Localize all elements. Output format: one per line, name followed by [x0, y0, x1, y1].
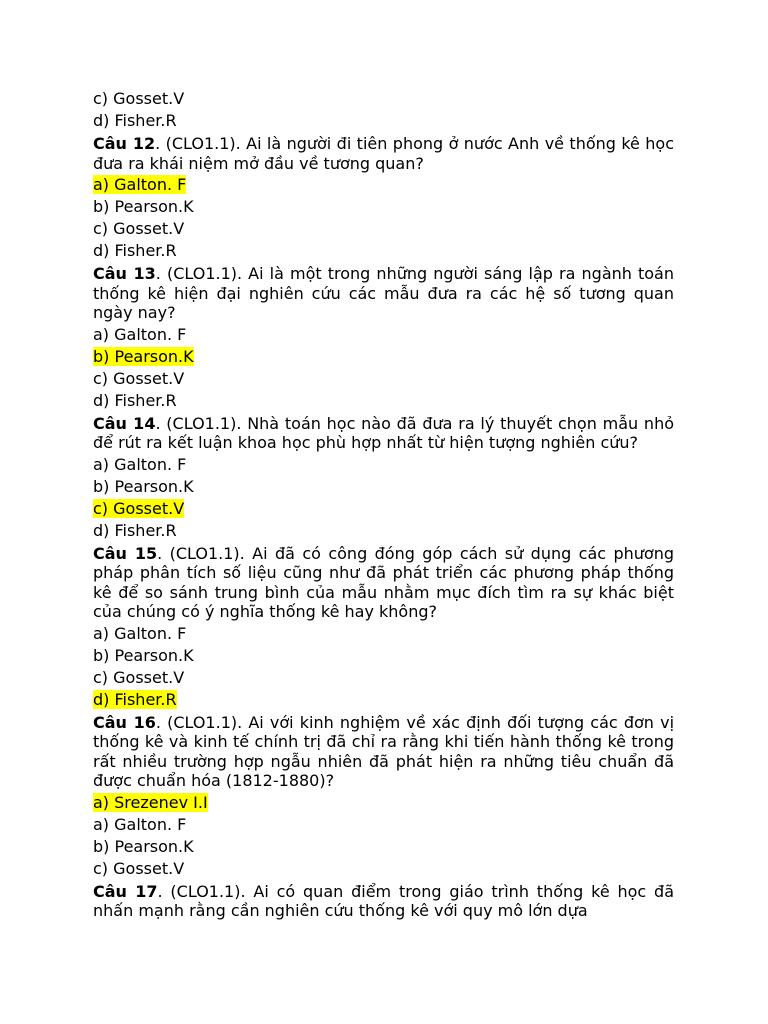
option-text: b) Pearson.K [93, 476, 194, 496]
answer-highlight: a) Galton. F [93, 175, 187, 194]
option-text: b) Pearson.K [93, 197, 194, 216]
option-line [93, 324, 674, 346]
option-line [93, 689, 674, 711]
option-line [93, 836, 674, 858]
option-line [93, 623, 674, 645]
option-text: a) Galton. F [93, 454, 187, 474]
answer-highlight: c) Gosset.V [93, 498, 185, 518]
answer-highlight: b) Pearson.K [93, 346, 194, 366]
question-15 [93, 544, 674, 622]
question-13 [93, 264, 674, 323]
option-line [93, 814, 674, 836]
option-text: c) Gosset.V [93, 858, 185, 878]
option-line [93, 858, 674, 880]
option-line [93, 368, 674, 390]
option-line [93, 346, 674, 368]
option-line [93, 498, 674, 520]
question-text: . (CLO1.1). Ai với kinh nghiệm về xác định đối tượng các đơn vị thống kê và kinh tế chính trị đã chỉ ra rằng khi tiến hành thống kê trong rất nhiều trường hợp ngẫu nhiên đã phát hiện ra những tiêu chuẩn đã được chuẩn hóa (1812-1880)? [93, 712, 675, 790]
question-14 [93, 414, 674, 453]
option-text: d) Fisher.R [93, 111, 177, 130]
option-text: b) Pearson.K [93, 645, 194, 665]
option-line [93, 88, 674, 110]
question-16 [93, 713, 674, 791]
question-label: Câu 13 [93, 264, 156, 283]
question-label: Câu 15 [93, 543, 158, 563]
option-text: c) Gosset.V [93, 667, 185, 687]
answer-highlight: a) Srezenev I.I [93, 792, 208, 812]
option-text: a) Galton. F [93, 324, 187, 344]
question-text: . (CLO1.1). Ai là người đi tiên phong ở nước Anh về thống kê học đưa ra khái niệm mở đầu về tương quan? [93, 134, 675, 173]
document-page [93, 88, 674, 922]
question-text: . (CLO1.1). Ai đã có công đóng góp cách sử dụng các phương pháp phân tích số liệu cũng như đã phát triển các phương pháp thống kê để so sánh trung bình của mẫu nhằm mục đích tìm ra sự khác biệt của chúng có ý nghĩa thống kê hay không? [93, 543, 675, 621]
question-17 [93, 882, 674, 921]
option-line [93, 110, 674, 132]
question-text: . (CLO1.1). Nhà toán học nào đã đưa ra lý thuyết chọn mẫu nhỏ để rút ra kết luận khoa học phù hợp nhất từ hiện tượng nghiên cứu? [93, 413, 674, 452]
question-label: Câu 14 [93, 413, 156, 433]
answer-highlight: d) Fisher.R [93, 689, 177, 709]
option-line [93, 476, 674, 498]
question-text: . (CLO1.1). Ai có quan điểm trong giáo trình thống kê học đã nhấn mạnh rằng cần nghiên cứu thống kê với quy mô lớn dựa [93, 881, 675, 920]
option-line [93, 520, 674, 542]
option-text: c) Gosset.V [93, 368, 185, 388]
option-line [93, 240, 674, 262]
option-text: b) Pearson.K [93, 836, 194, 856]
option-text: d) Fisher.R [93, 241, 177, 260]
option-text: c) Gosset.V [93, 89, 185, 108]
option-line [93, 667, 674, 689]
option-text: a) Galton. F [93, 623, 187, 643]
option-text: a) Galton. F [93, 814, 187, 834]
option-line [93, 390, 674, 412]
option-line [93, 196, 674, 218]
option-line [93, 792, 674, 814]
question-label: Câu 17 [93, 881, 158, 901]
question-label: Câu 16 [93, 712, 156, 732]
question-label: Câu 12 [93, 134, 156, 153]
option-line [93, 174, 674, 196]
option-text: d) Fisher.R [93, 520, 177, 540]
option-text: c) Gosset.V [93, 219, 185, 238]
option-line [93, 218, 674, 240]
option-line [93, 454, 674, 476]
option-line [93, 645, 674, 667]
option-text: d) Fisher.R [93, 390, 177, 410]
question-text: . (CLO1.1). Ai là một trong những người sáng lập ra ngành toán thống kê hiện đại nghiên cứu các mẫu đưa ra các hệ số tương quan ngày nay? [93, 264, 675, 322]
question-12 [93, 134, 674, 173]
